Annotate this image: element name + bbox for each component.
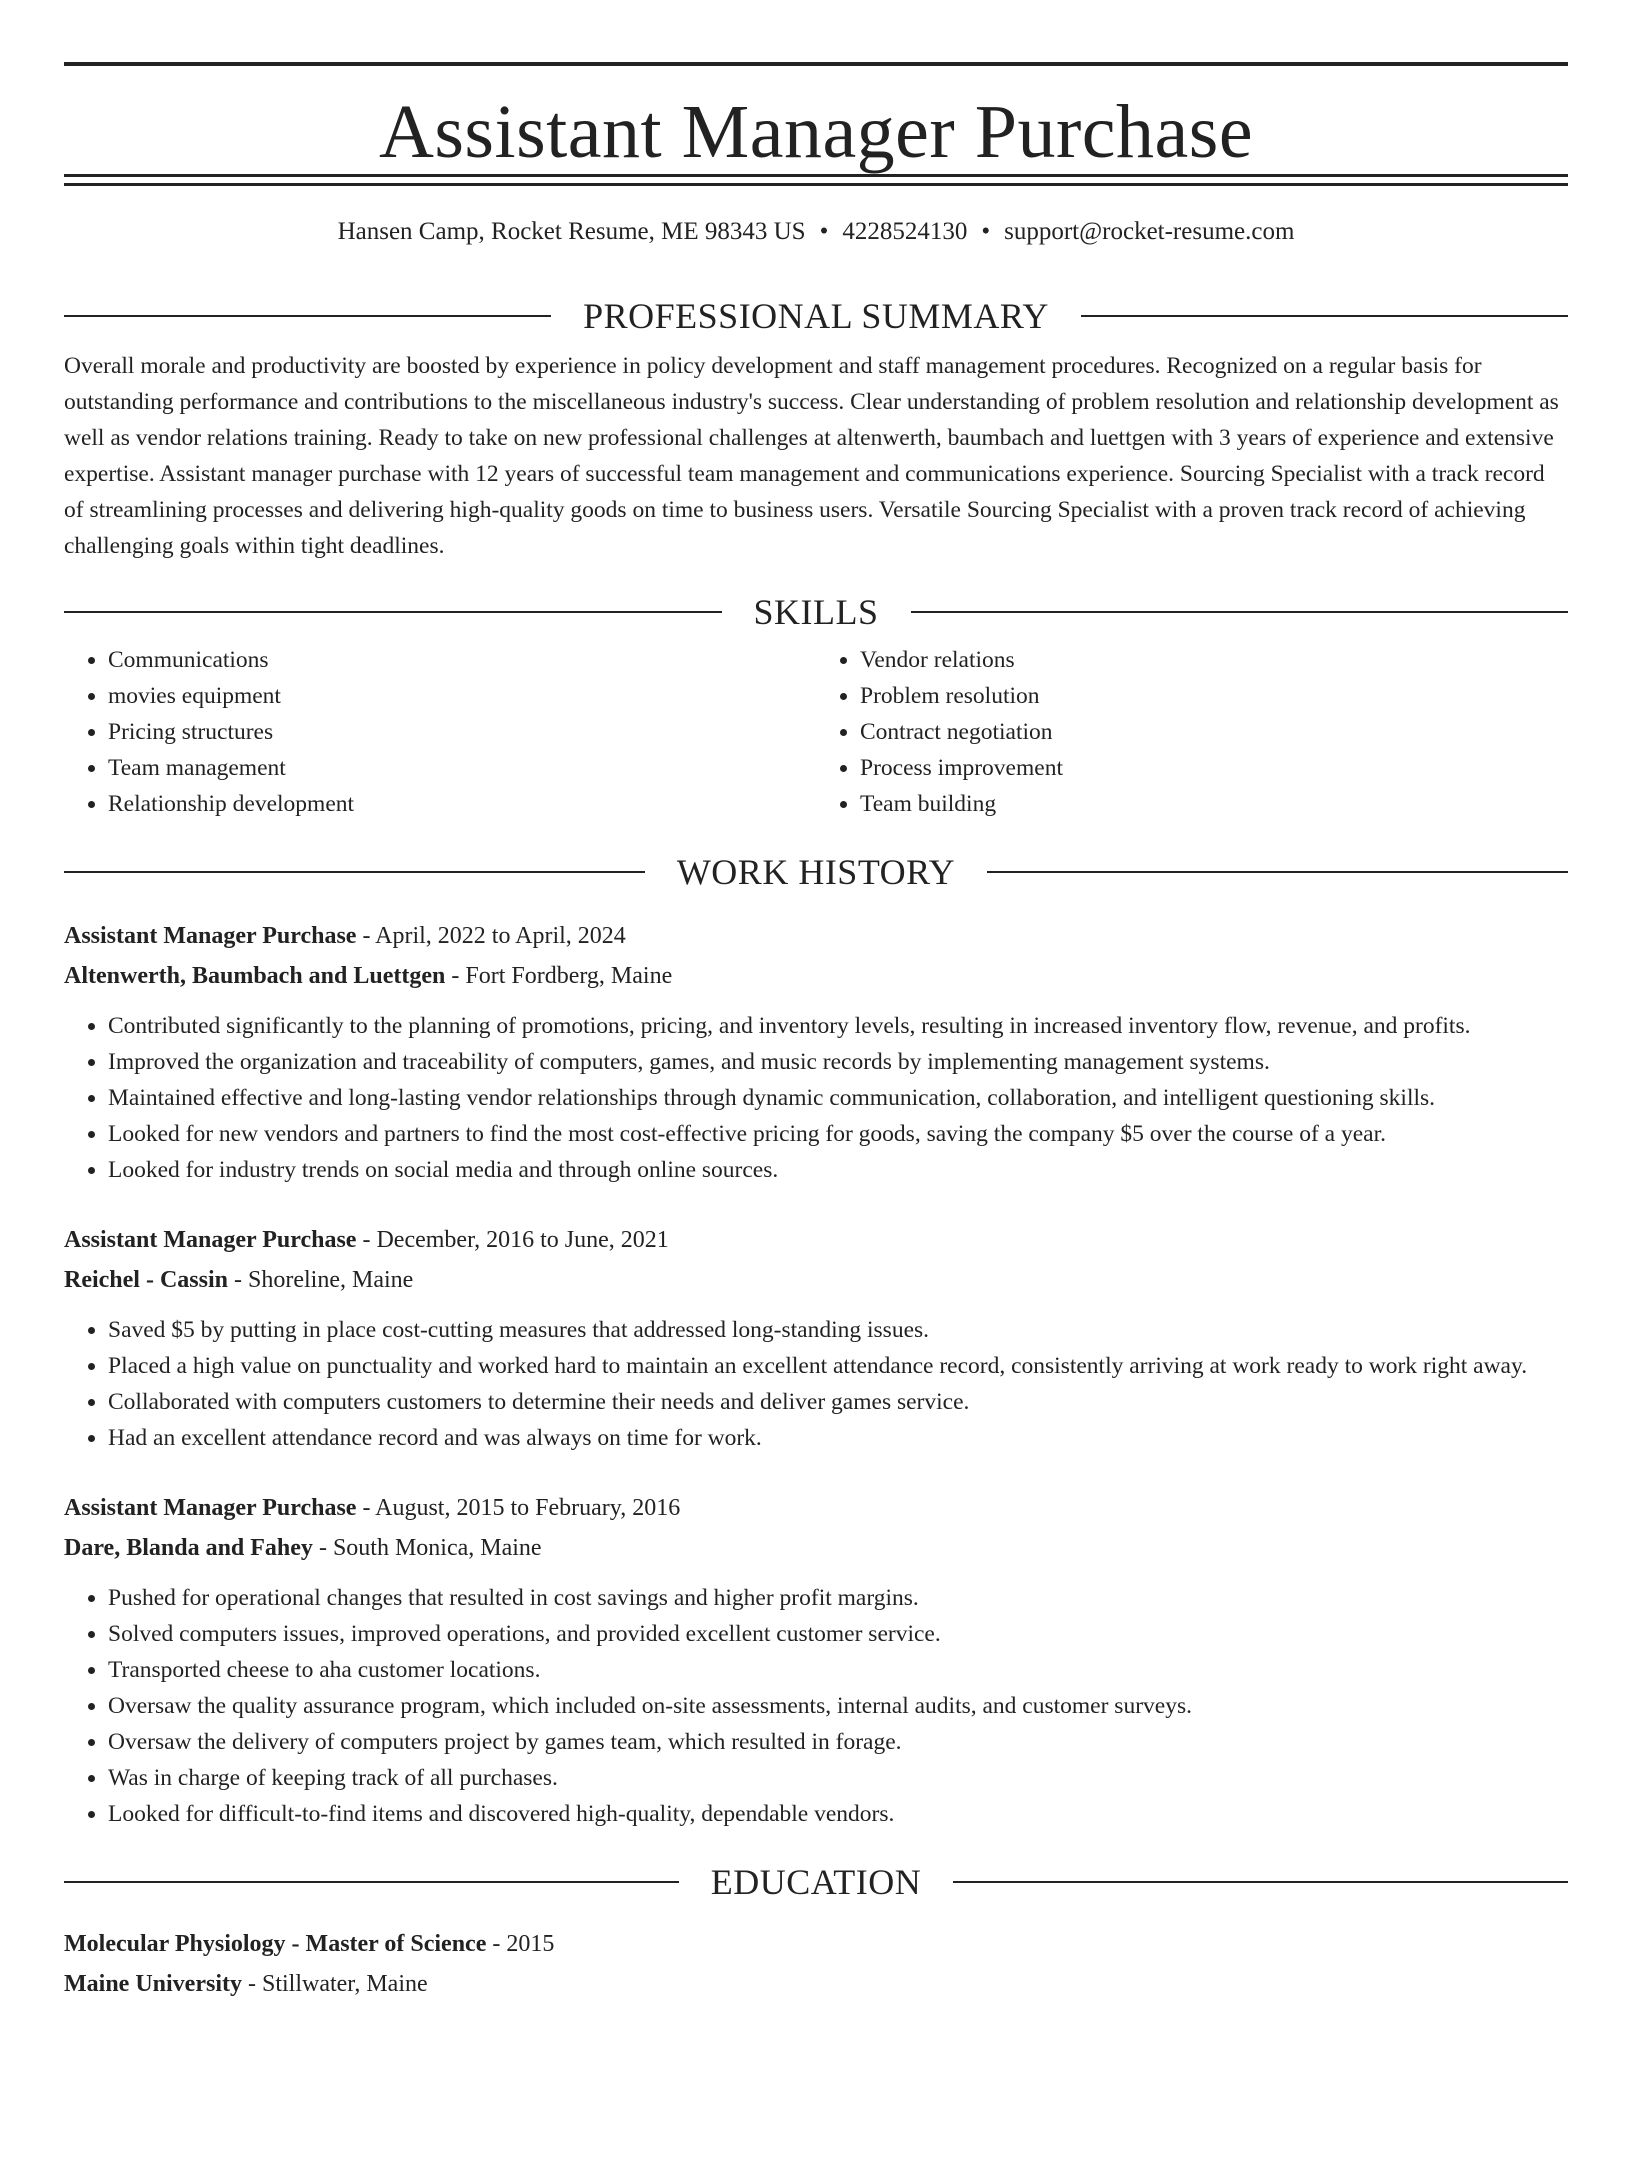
skill-item: • movies equipment <box>108 678 816 714</box>
skill-item: • Relationship development <box>108 786 816 822</box>
job-bullet: • Contributed significantly to the planning of promotions, pricing, and inventory levels, resulting in increased inventory flow, revenue, and profits. <box>108 1008 1568 1044</box>
dash: - <box>356 1227 377 1253</box>
skill-item: • Team management <box>108 750 816 786</box>
contact-phone: 4228524130 <box>842 218 968 245</box>
job-bullet: • Had an excellent attendance record and was always on time for work. <box>108 1420 1568 1456</box>
skills-heading <box>64 592 1568 632</box>
job-bullet: • Looked for new vendors and partners to find the most cost-effective pricing for goods, saving the company $5 over the course of a year. <box>108 1116 1568 1152</box>
job-bullets <box>64 1580 1568 1832</box>
skill-item: • Vendor relations <box>860 642 1568 678</box>
contact-email: support@rocket-resume.com <box>1004 218 1295 245</box>
job-company-line <box>64 956 1568 996</box>
heading-rule <box>64 315 551 317</box>
job-company: Altenwerth, Baumbach and Luettgen <box>64 963 446 989</box>
dash: - <box>486 1931 507 1957</box>
heading-rule <box>987 871 1568 873</box>
job-bullet: • Was in charge of keeping track of all purchases. <box>108 1760 1568 1796</box>
skill-item: • Problem resolution <box>860 678 1568 714</box>
skills-list <box>64 642 1568 822</box>
skill-item: • Communications <box>108 642 816 678</box>
contact-line <box>64 214 1568 250</box>
skill-item: • Team building <box>860 786 1568 822</box>
job-title: Assistant Manager Purchase <box>64 923 357 949</box>
contact-address: Hansen Camp, Rocket Resume, ME 98343 US <box>337 218 806 245</box>
dash: - <box>241 1971 262 1997</box>
summary-heading-label: PROFESSIONAL SUMMARY <box>583 296 1049 336</box>
job-bullets <box>64 1008 1568 1188</box>
education-heading <box>64 1862 1568 1902</box>
job-entry <box>64 916 1568 1188</box>
job-company: Reichel - Cassin <box>64 1267 228 1293</box>
job-title-line <box>64 1488 1568 1528</box>
job-company-line <box>64 1528 1568 1568</box>
page-title: Assistant Manager Purchase <box>378 90 1254 174</box>
heading-rule <box>64 611 722 613</box>
job-location: Fort Fordberg, Maine <box>465 963 673 989</box>
heading-rule <box>911 611 1569 613</box>
education-entry <box>64 1924 1568 2004</box>
heading-rule <box>1081 315 1568 317</box>
job-bullet: • Solved computers issues, improved operations, and provided excellent customer service. <box>108 1616 1568 1652</box>
job-company: Dare, Blanda and Fahey <box>64 1535 313 1561</box>
heading-rule <box>953 1881 1568 1883</box>
job-bullet: • Collaborated with computers customers to determine their needs and deliver games service. <box>108 1384 1568 1420</box>
skill-item: • Contract negotiation <box>860 714 1568 750</box>
job-bullet: • Saved $5 by putting in place cost-cutting measures that addressed long-standing issues. <box>108 1312 1568 1348</box>
education-location: Stillwater, Maine <box>261 1971 428 1997</box>
contact-separator: • <box>819 218 829 245</box>
title-double-rule <box>64 174 1568 186</box>
job-title-line <box>64 1220 1568 1260</box>
education-degree: Molecular Physiology - Master of Science <box>64 1931 487 1957</box>
skill-item: • Process improvement <box>860 750 1568 786</box>
job-bullets <box>64 1312 1568 1456</box>
job-title: Assistant Manager Purchase <box>64 1227 357 1253</box>
job-bullet: • Oversaw the quality assurance program, which included on-site assessments, internal audits, and customer surveys. <box>108 1688 1568 1724</box>
job-bullet: • Transported cheese to aha customer locations. <box>108 1652 1568 1688</box>
job-bullet: • Placed a high value on punctuality and worked hard to maintain an excellent attendance record, consistently arriving at work ready to work right away. <box>108 1348 1568 1384</box>
heading-rule <box>64 871 645 873</box>
skills-column-right <box>816 642 1568 822</box>
dash: - <box>312 1535 333 1561</box>
job-entry <box>64 1220 1568 1456</box>
work-heading-label: WORK HISTORY <box>676 852 956 892</box>
job-dates: August, 2015 to February, 2016 <box>375 1495 681 1521</box>
job-bullet: • Maintained effective and long-lasting vendor relationships through dynamic communication, collaboration, and intelligent questioning skills. <box>108 1080 1568 1116</box>
job-title: Assistant Manager Purchase <box>64 1495 357 1521</box>
heading-rule <box>64 1881 679 1883</box>
education-degree-line <box>64 1924 1568 1964</box>
summary-heading <box>64 296 1568 336</box>
dash: - <box>228 1267 248 1293</box>
education-year: 2015 <box>506 1931 555 1957</box>
resume-page <box>0 62 1632 2174</box>
job-bullet: • Oversaw the delivery of computers project by games team, which resulted in forage. <box>108 1724 1568 1760</box>
skill-item: • Pricing structures <box>108 714 816 750</box>
skills-column-left <box>64 642 816 822</box>
job-dates: December, 2016 to June, 2021 <box>376 1227 669 1253</box>
dash: - <box>445 963 466 989</box>
job-company-line <box>64 1260 1568 1300</box>
work-heading <box>64 852 1568 892</box>
job-entry <box>64 1488 1568 1832</box>
job-location: South Monica, Maine <box>332 1535 542 1561</box>
education-heading-label: EDUCATION <box>710 1862 922 1902</box>
dash: - <box>356 1495 376 1521</box>
skills-heading-label: SKILLS <box>753 592 879 632</box>
contact-separator: • <box>981 218 991 245</box>
education-school: Maine University <box>64 1971 242 1997</box>
education-school-line <box>64 1964 1568 2004</box>
job-bullet: • Looked for difficult-to-find items and discovered high-quality, dependable vendors. <box>108 1796 1568 1832</box>
summary-text: Overall morale and productivity are boosted by experience in policy development and staff management procedures. Recognized on a regular basis for outstanding performance and contributions to the miscellaneous industry's success. Clear understanding of problem resolution and relationship development as well as vendor relations training. Ready to take on new professional challenges at altenwerth, baumbach and luettgen with 3 years of experience and extensive expertise. Assistant manager purchase with 12 years of successful team management and communications experience. Sourcing Specialist with a track record of streamlining processes and delivering high-quality goods on time to business users. Versatile Sourcing Specialist with a proven track record of achieving challenging goals within tight deadlines. <box>64 353 1559 559</box>
job-location: Shoreline, Maine <box>248 1267 414 1293</box>
job-dates: April, 2022 to April, 2024 <box>375 923 626 949</box>
job-bullet: • Pushed for operational changes that resulted in cost savings and higher profit margins. <box>108 1580 1568 1616</box>
job-bullet: • Looked for industry trends on social media and through online sources. <box>108 1152 1568 1188</box>
job-title-line <box>64 916 1568 956</box>
dash: - <box>356 923 376 949</box>
job-bullet: • Improved the organization and traceability of computers, games, and music records by implementing management systems. <box>108 1044 1568 1080</box>
